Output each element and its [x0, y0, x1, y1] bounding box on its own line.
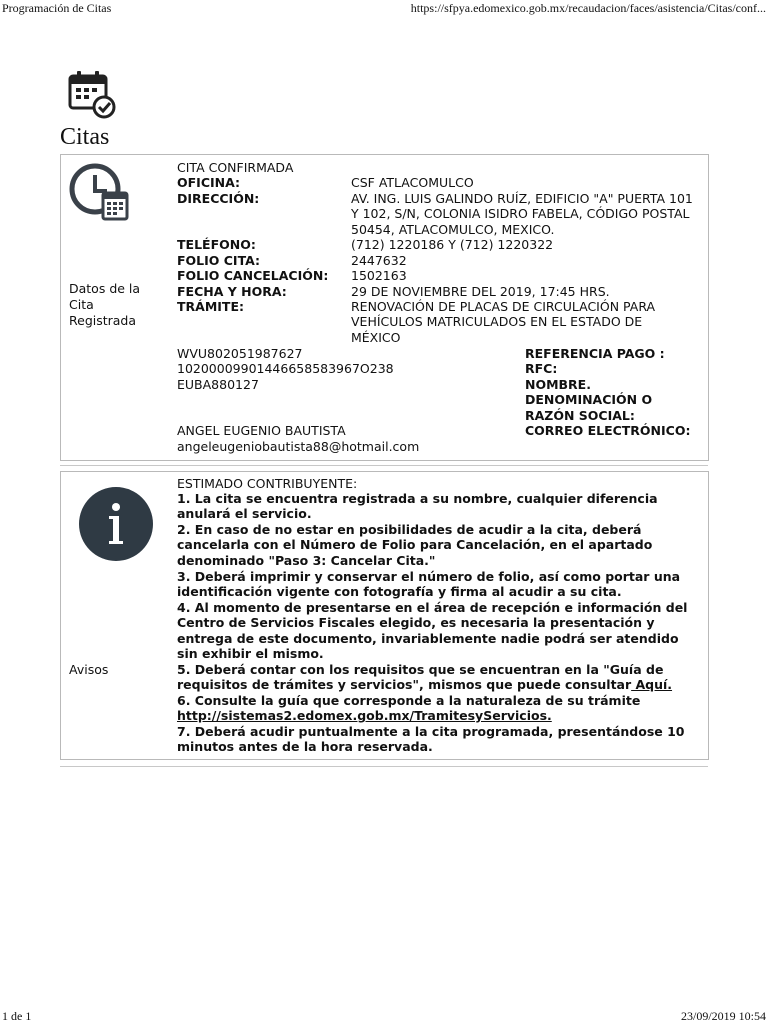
clock-calendar-icon: [69, 161, 129, 223]
info-icon: [78, 486, 154, 562]
calendar-check-icon: [68, 70, 116, 120]
aviso-5-text: 5. Deberá contar con los requisitos que se encuentran en la "Guía de requisitos de trámites y servicios", mismos que puede consultar: [177, 662, 664, 693]
rfc-value: 10200009901446658583967O238: [177, 361, 394, 376]
denominacion-label: DENOMINACIÓN O: [525, 392, 653, 407]
nombre-label: NOMBRE.: [525, 377, 591, 392]
print-header: [0, 0, 768, 16]
aqui-link[interactable]: Aquí.: [631, 677, 673, 693]
nombre-value: EUBA880127: [177, 377, 259, 392]
folio-cancelacion-value: 1502163: [351, 268, 407, 283]
direccion-value: AV. ING. LUIS GALINDO RUÍZ, EDIFICIO "A" PUERTA 101 Y 102, S/N, COLONIA ISIDRO FABELA, CÓDIGO POSTAL 50454, ATLACOMULCO, MEXICO.: [351, 191, 693, 237]
avisos-intro: ESTIMADO CONTRIBUYENTE:: [177, 476, 358, 491]
razon-social-label: RAZÓN SOCIAL:: [525, 408, 635, 423]
aviso-3: 3. Deberá imprimir y conservar el número de folio, así como portar una identificación vigente con fotografía y firma al acudir a su cita.: [177, 569, 681, 600]
print-footer: [0, 1008, 768, 1024]
oficina-label: OFICINA:: [177, 175, 241, 190]
divider: [60, 766, 708, 767]
folio-cita-label: FOLIO CITA:: [177, 253, 261, 268]
aviso-5: [177, 662, 692, 693]
tramite-label: TRÁMITE:: [177, 299, 244, 314]
cita-section-label: Datos de la Cita Registrada: [69, 281, 141, 328]
rfc-label: RFC:: [525, 361, 558, 376]
cita-status: CITA CONFIRMADA: [177, 160, 294, 175]
aviso-7: 7. Deberá acudir puntualmente a la cita programada, presentándose 10 minutos antes de la hora reservada.: [177, 724, 685, 755]
direccion-label: DIRECCIÓN:: [177, 191, 260, 206]
page-heading: Citas: [60, 124, 110, 150]
oficina-value: CSF ATLACOMULCO: [351, 175, 474, 190]
print-datetime: 23/09/2019 10:54: [680, 1009, 766, 1023]
aviso-4: 4. Al momento de presentarse en el área de recepción e información del Centro de Servicios Fiscales elegido, es necesaria la presentación y entrega de este documento, invariablemente nadie podrá ser atendido sin exhibir el mismo.: [177, 600, 688, 662]
avisos-panel: [60, 471, 709, 760]
page-title: Programación de Citas: [2, 1, 112, 15]
folio-cita-value: 2447632: [351, 253, 407, 268]
razon-social-value: ANGEL EUGENIO BAUTISTA: [177, 423, 346, 438]
referencia-pago-value: WVU802051987627: [177, 346, 303, 361]
page-count: 1 de 1: [2, 1009, 32, 1023]
page-url: https://sfpya.edomexico.gob.mx/recaudacion/faces/asistencia/Citas/conf...: [410, 1, 766, 15]
telefono-value: (712) 1220186 Y (712) 1220322: [351, 237, 554, 252]
correo-value: angeleugeniobautista88@hotmail.com: [177, 439, 420, 454]
fecha-hora-label: FECHA Y HORA:: [177, 284, 287, 299]
fecha-hora-value: 29 DE NOVIEMBRE DEL 2019, 17:45 HRS.: [351, 284, 610, 299]
tramite-value: RENOVACIÓN DE PLACAS DE CIRCULACIÓN PARA VEHÍCULOS MATRICULADOS EN EL ESTADO DE MÉXICO: [351, 299, 656, 345]
referencia-pago-label: REFERENCIA PAGO :: [525, 346, 665, 361]
aviso-2: 2. En caso de no estar en posibilidades de acudir a la cita, deberá cancelarla con el Número de Folio para Cancelación, en el apartado denominado "Paso 3: Cancelar Cita.": [177, 522, 653, 568]
folio-cancelacion-label: FOLIO CANCELACIÓN:: [177, 268, 329, 283]
cita-panel: [60, 154, 709, 461]
telefono-label: TELÉFONO:: [177, 237, 256, 252]
avisos-section-label: Avisos: [69, 662, 109, 677]
tramites-link[interactable]: http://sistemas2.edomex.gob.mx/TramitesyServicios.: [177, 708, 552, 723]
divider: [60, 465, 708, 466]
aviso-6: 6. Consulte la guía que corresponde a la naturaleza de su trámite: [177, 693, 641, 708]
aviso-1: 1. La cita se encuentra registrada a su nombre, cualquier diferencia anulará el servicio.: [177, 491, 658, 522]
correo-label: CORREO ELECTRÓNICO:: [525, 423, 691, 438]
